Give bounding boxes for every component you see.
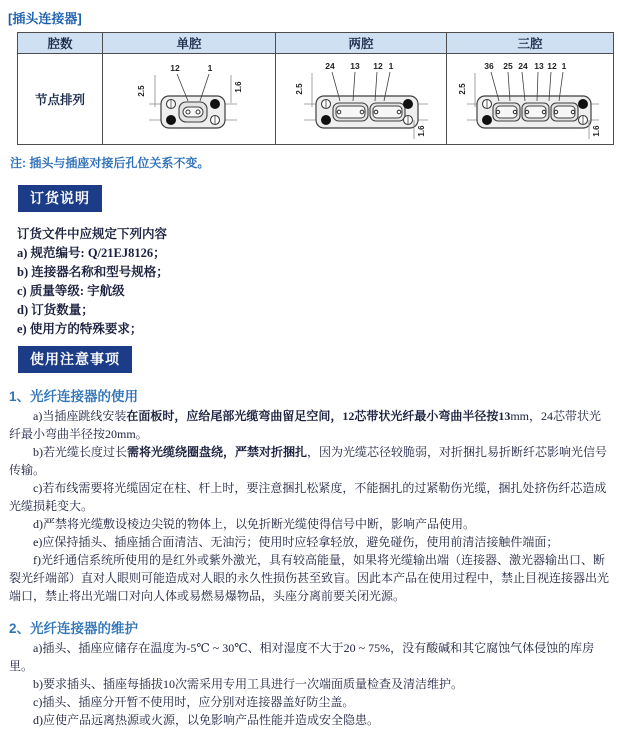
usage-paragraph: b)要求插头、插座每插拔10次需采用专用工具进行一次端面质量检查及清洁维护。 <box>33 677 463 691</box>
usage-paragraph: c)若布线需要将光缆固定在柱、杆上时，要注意捆扎松紧度，不能捆扎的过紧勒伤光缆，捆扎处挤伤纤芯造成光缆损耗变大。 <box>9 481 607 513</box>
header-cell-single-cavity: 单腔 <box>103 33 276 54</box>
node-arrangement-table <box>17 32 614 145</box>
pin-number-label: 13 <box>350 61 360 71</box>
pin-number-label: 24 <box>518 61 528 71</box>
ordering-item: b) 连接器名称和型号规格； <box>17 265 169 279</box>
ordering-section <box>17 225 610 339</box>
dimension-label-right: 1.6 <box>234 81 243 93</box>
single-cavity-cell <box>103 54 276 145</box>
ordering-item: a) 规范编号: Q/21EJ8126； <box>17 246 166 260</box>
header-cell-triple-cavity: 三腔 <box>447 33 614 54</box>
usage-section1-heading: 1、光纤连接器的使用 <box>9 389 139 404</box>
usage-paragraph: d)应使产品远离热源或火源，以免影响产品性能并造成安全隐患。 <box>33 713 379 727</box>
page-title: [插头连接器] <box>8 11 82 26</box>
double-cavity-cell <box>276 54 447 145</box>
ordering-section-badge: 订货说明 <box>18 185 102 212</box>
header-cell-cavity-count: 腔数 <box>18 33 103 54</box>
usage-paragraph: c)插头、插座分开暂不使用时，应分别对连接器盖好防尘盖。 <box>33 695 355 709</box>
usage-paragraph: d)严禁将光缆敷设棱边尖锐的物体上，以免折断光缆使得信号中断，影响产品使用。 <box>33 517 475 531</box>
header-cell-double-cavity: 两腔 <box>276 33 447 54</box>
pin-number-label: 1 <box>561 61 567 71</box>
pin-number-label: 1 <box>207 63 213 73</box>
usage-paragraph: a)插头、插座应储存在温度为-5℃ ~ 30℃、相对湿度不大于20 ~ 75%，没有酸碱和其它腐蚀气体侵蚀的库房里。 <box>9 641 595 673</box>
triple-cavity-connector-diagram <box>447 57 613 141</box>
table-row <box>18 54 614 145</box>
ordering-intro: 订货文件中应规定下列内容 <box>17 227 168 241</box>
pin-number-label: 24 <box>325 61 335 71</box>
single-cavity-connector-diagram <box>109 57 269 141</box>
table-header-row <box>18 33 614 54</box>
triple-cavity-cell <box>447 54 614 145</box>
ordering-item: d) 订货数量； <box>17 303 94 317</box>
row-label-cell <box>18 54 103 145</box>
pin-number-label: 12 <box>170 63 180 73</box>
usage-section2-heading: 2、光纤连接器的维护 <box>9 621 139 636</box>
dimension-label-left: 2.5 <box>458 83 467 95</box>
pin-number-label: 13 <box>534 61 544 71</box>
dimension-label-right: 1.6 <box>592 125 601 137</box>
dimension-label-left: 2.5 <box>137 85 146 97</box>
pin-number-label: 12 <box>547 61 557 71</box>
usage-section <box>9 385 610 729</box>
pin-number-label: 25 <box>503 61 513 71</box>
usage-paragraph: f)光纤通信系统所使用的是红外或紫外激光，具有较高能量，如果将光缆输出端（连接器、激光器输出口、断裂光纤端部）直对人眼则可能造成对人眼的永久性损伤甚至致盲。因此本产品在使用过程中，禁止目视连接器出光端口，禁止将出光端口对向人体或易燃易爆物品，头座分离前要关闭光源。 <box>9 553 610 603</box>
pin-number-label: 1 <box>388 61 394 71</box>
ordering-item: e) 使用方的特殊要求； <box>17 322 143 336</box>
pin-number-label: 12 <box>373 61 383 71</box>
usage-section-badge: 使用注意事项 <box>18 346 132 373</box>
usage-paragraph: a)当插座跳线安装在面板时，应给尾部光缆弯曲留足空间，12芯带状光纤最小弯曲半径按13mm，24芯带状光纤最小弯曲半径按20mm。 <box>9 409 602 441</box>
note-text: 注: 插头与插座对接后孔位关系不变。 <box>10 156 210 170</box>
usage-paragraph: b)若光缆长度过长需将光缆绕圈盘绕，严禁对折捆扎，因为光缆芯径较脆弱，对折捆扎易折断纤芯影响光信号传输。 <box>9 445 608 477</box>
dimension-label-left: 2.5 <box>295 83 304 95</box>
usage-paragraph: e)应保持插头、插座插合面清洁、无油污；使用时应轻拿轻放，避免碰伤，使用前清洁接触件端面； <box>33 535 559 549</box>
row-label: 节点排列 <box>34 92 85 107</box>
double-cavity-connector-diagram <box>278 57 444 141</box>
pin-number-label: 36 <box>484 61 494 71</box>
ordering-item: c) 质量等级: 宇航级 <box>17 284 125 298</box>
dimension-label-right: 1.6 <box>417 125 426 137</box>
